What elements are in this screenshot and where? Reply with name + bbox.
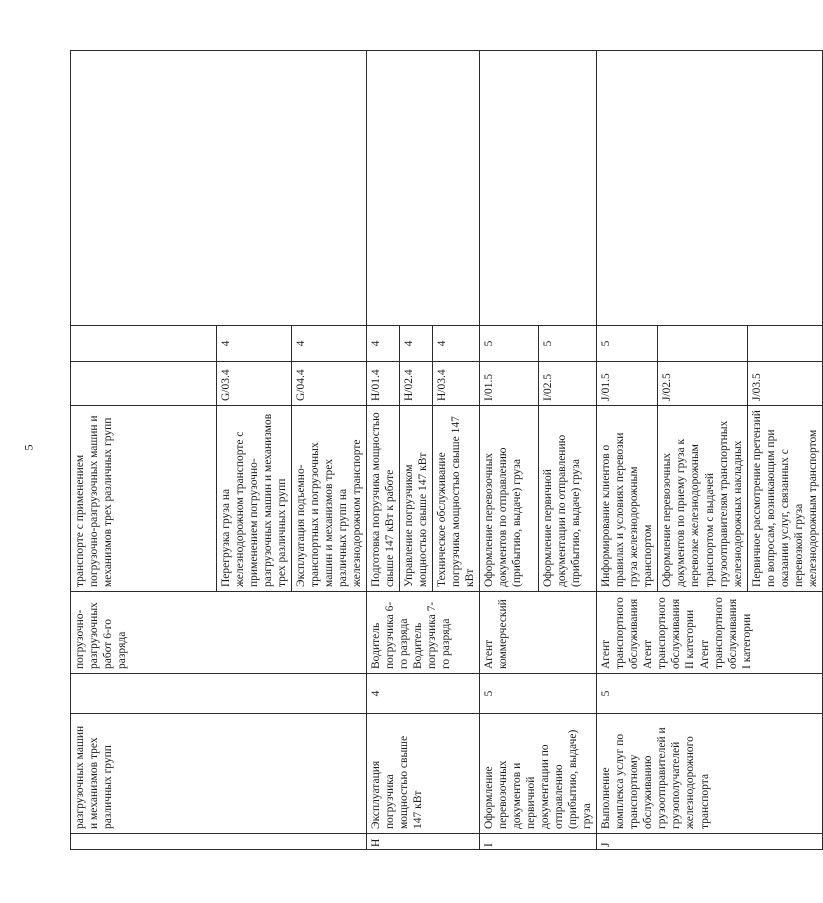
labor-function-level: 4 bbox=[400, 326, 433, 362]
labor-function-code: H/02.4 bbox=[400, 362, 433, 406]
table-row bbox=[480, 51, 539, 850]
function-name: Выполнение комплекса услуг по транспортному обслуживанию грузоотправителей и грузополучателей железнодорожного транспорта bbox=[597, 714, 822, 834]
labor-function-level: 4 bbox=[217, 326, 292, 362]
labor-function-name: Техническое обслуживание погрузчика мощностью свыше 147 кВт bbox=[433, 406, 480, 592]
position-title: Водитель погрузчика 6-го разряда Водитель погрузчика 7-го разряда bbox=[367, 592, 480, 674]
labor-function-code: H/01.4 bbox=[367, 362, 400, 406]
function-code: J bbox=[597, 834, 822, 850]
position-title: Агент коммерческий bbox=[480, 592, 597, 674]
labor-function-level: 4 bbox=[292, 326, 367, 362]
labor-function-level: 5 bbox=[597, 326, 658, 362]
table-row bbox=[597, 51, 658, 850]
labor-function-name: Оформление первичной документации по отправлению (прибытию, выдаче) груза bbox=[538, 406, 597, 592]
labor-function-name: Оформление перевозочных документов по отправлению (прибытию, выдаче) груза bbox=[480, 406, 539, 592]
position-title: погрузочно-разгрузочных работ 6-го разряда bbox=[71, 592, 367, 674]
empty-cell bbox=[597, 51, 822, 326]
labor-function-code: G/03.4 bbox=[217, 362, 292, 406]
labor-function-name: Подготовка погрузчика мощностью свыше 147 кВт к работе bbox=[367, 406, 400, 592]
page-number: 5 bbox=[21, 444, 36, 451]
function-code: H bbox=[367, 834, 480, 850]
position-title: Агент транспортного обслуживания Агент транспортного обслуживания II категории Агент транспортного обслуживания I категории bbox=[597, 592, 822, 674]
labor-function-code: J/03.5 bbox=[747, 362, 822, 406]
labor-function-name: Эксплуатация подъемно-транспортных и погрузочных машин и механизмов трех различных групп на железнодорожном транспорте bbox=[292, 406, 367, 592]
labor-function-name: Управление погрузчиком мощностью свыше 147 кВт bbox=[400, 406, 433, 592]
functions-table bbox=[70, 50, 823, 850]
labor-function-name: Перегрузка груза на железнодорожном транспорте с применением погрузочно-разгрузочных машин и механизмов трех различных групп bbox=[217, 406, 292, 592]
labor-function-level: 4 bbox=[367, 326, 400, 362]
labor-function-code: I/01.5 bbox=[480, 362, 539, 406]
function-name: разгрузочных машин и механизмов трех различных групп bbox=[71, 714, 367, 834]
labor-function-name: Первичное рассмотрение претензий по вопросам, возникающим при оказании услуг, связанных с перевозкой груза железнодорожным транспортом bbox=[747, 406, 822, 592]
function-name: Оформление перевозочных документов и первичной документации по отправлению (прибытию, выдаче) груза bbox=[480, 714, 597, 834]
labor-function-level: 5 bbox=[538, 326, 597, 362]
empty-cell bbox=[71, 51, 367, 326]
labor-function-code: I/02.5 bbox=[538, 362, 597, 406]
labor-function-level: 5 bbox=[480, 326, 539, 362]
labor-function-name: Оформление перевозочных документов по приему груза к перевозке железнодорожным транспортом с выдачей грузоотправителям транспортных железнодорожных накладных bbox=[658, 406, 747, 592]
labor-function-level bbox=[747, 326, 822, 362]
function-level: 4 bbox=[367, 674, 480, 714]
labor-function-code bbox=[71, 362, 217, 406]
empty-cell bbox=[367, 51, 480, 326]
empty-cell bbox=[480, 51, 597, 326]
labor-function-level bbox=[71, 326, 217, 362]
labor-function-level bbox=[658, 326, 747, 362]
function-level bbox=[71, 674, 367, 714]
labor-function-code: J/02.5 bbox=[658, 362, 747, 406]
function-code: I bbox=[480, 834, 597, 850]
labor-function-name: Информирование клиентов о правилах и условиях перевозки груза железнодорожным транспортом bbox=[597, 406, 658, 592]
labor-function-code: J/01.5 bbox=[597, 362, 658, 406]
rotated-table-sheet bbox=[70, 50, 819, 850]
table-row bbox=[367, 51, 400, 850]
function-code bbox=[71, 834, 367, 850]
function-level: 5 bbox=[480, 674, 597, 714]
function-name: Эксплуатация погрузчика мощностью свыше 147 кВт bbox=[367, 714, 480, 834]
labor-function-code: G/04.4 bbox=[292, 362, 367, 406]
labor-function-level: 4 bbox=[433, 326, 480, 362]
labor-function-code: H/03.4 bbox=[433, 362, 480, 406]
function-level: 5 bbox=[597, 674, 822, 714]
table-row bbox=[71, 51, 217, 850]
labor-function-name: транспорте с применением погрузочно-разгрузочных машин и механизмов трех различных групп bbox=[71, 406, 217, 592]
